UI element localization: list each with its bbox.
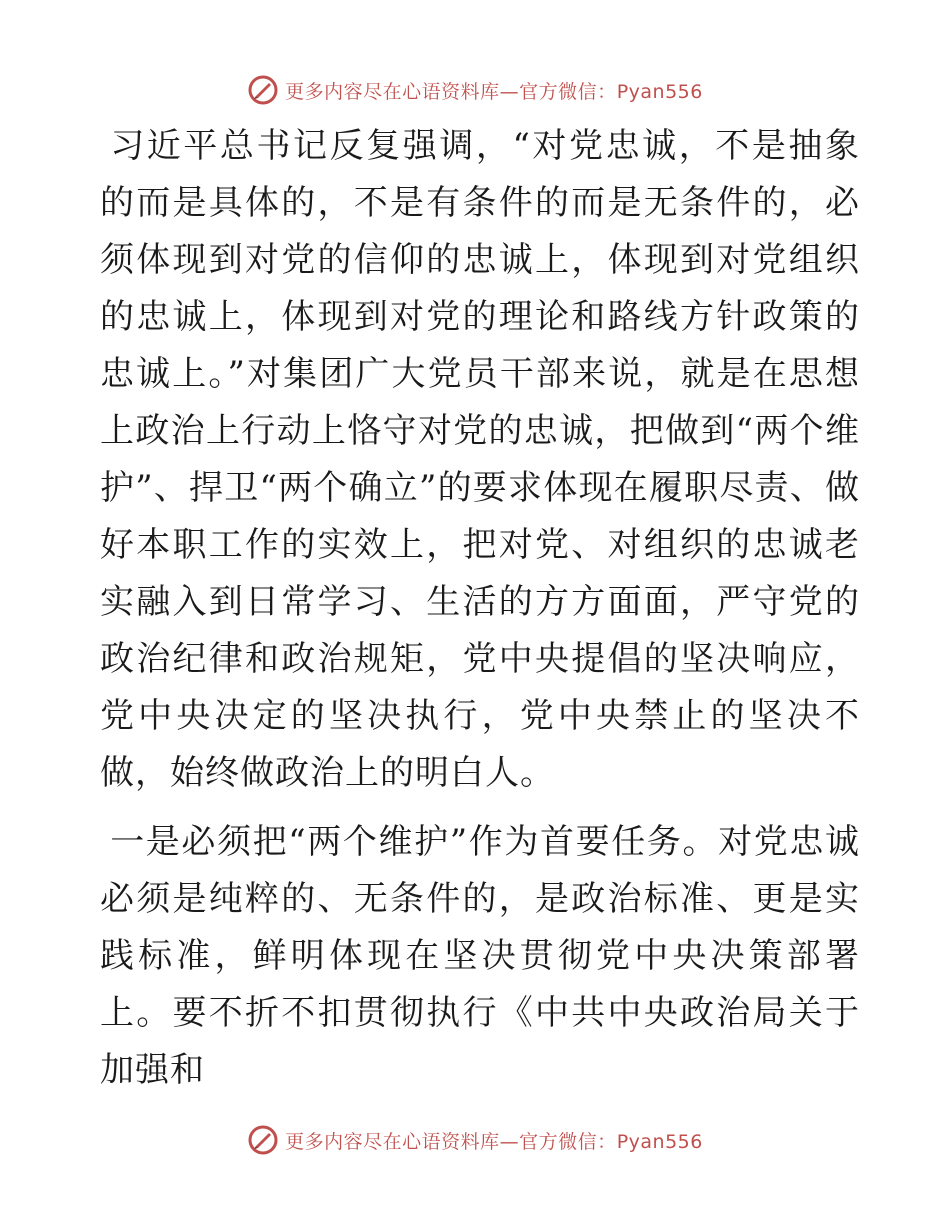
document-body bbox=[100, 118, 860, 1099]
header-banner-text bbox=[285, 77, 703, 104]
red-quill-seal-icon bbox=[247, 1124, 279, 1156]
header-banner-main: 更多内容尽在心语资料库 bbox=[285, 80, 500, 103]
page-footer-banner bbox=[0, 1122, 950, 1158]
footer-banner-text bbox=[285, 1127, 703, 1154]
footer-banner-dash: — bbox=[499, 1130, 520, 1153]
page-header-banner bbox=[0, 72, 950, 108]
red-quill-seal-icon bbox=[247, 74, 279, 106]
header-banner-account: Pyan556 bbox=[616, 80, 703, 103]
header-banner-account-label: 官方微信： bbox=[519, 80, 617, 103]
footer-banner-account-label: 官方微信： bbox=[519, 1130, 617, 1153]
footer-banner-main: 更多内容尽在心语资料库 bbox=[285, 1130, 500, 1153]
header-banner-dash: — bbox=[499, 80, 520, 103]
paragraph-intro: 习近平总书记反复强调，“对党忠诚，不是抽象的而是具体的，不是有条件的而是无条件的，必须体现到对党的信仰的忠诚上，体现到对党组织的忠诚上，体现到对党的理论和路线方针政策的忠诚上。”对集团广大党员干部来说，就是在思想上政治上行动上恪守对党的忠诚，把做到“两个维护”、捍卫“两个确立”的要求体现在履职尽责、做好本职工作的实效上，把对党、对组织的忠诚老实融入到日常学习、生活的方方面面，严守党的政治纪律和政治规矩，党中央提倡的坚决响应，党中央决定的坚决执行，党中央禁止的坚决不做，始终做政治上的明白人。 bbox=[100, 126, 860, 793]
paragraph-point-one: 一是必须把“两个维护”作为首要任务。对党忠诚必须是纯粹的、无条件的，是政治标准、更是实践标准，鲜明体现在坚决贯彻党中央决策部署上。要不折不扣贯彻执行《中共中央政治局关于加强和 bbox=[100, 822, 860, 1090]
footer-banner-account: Pyan556 bbox=[616, 1130, 703, 1153]
